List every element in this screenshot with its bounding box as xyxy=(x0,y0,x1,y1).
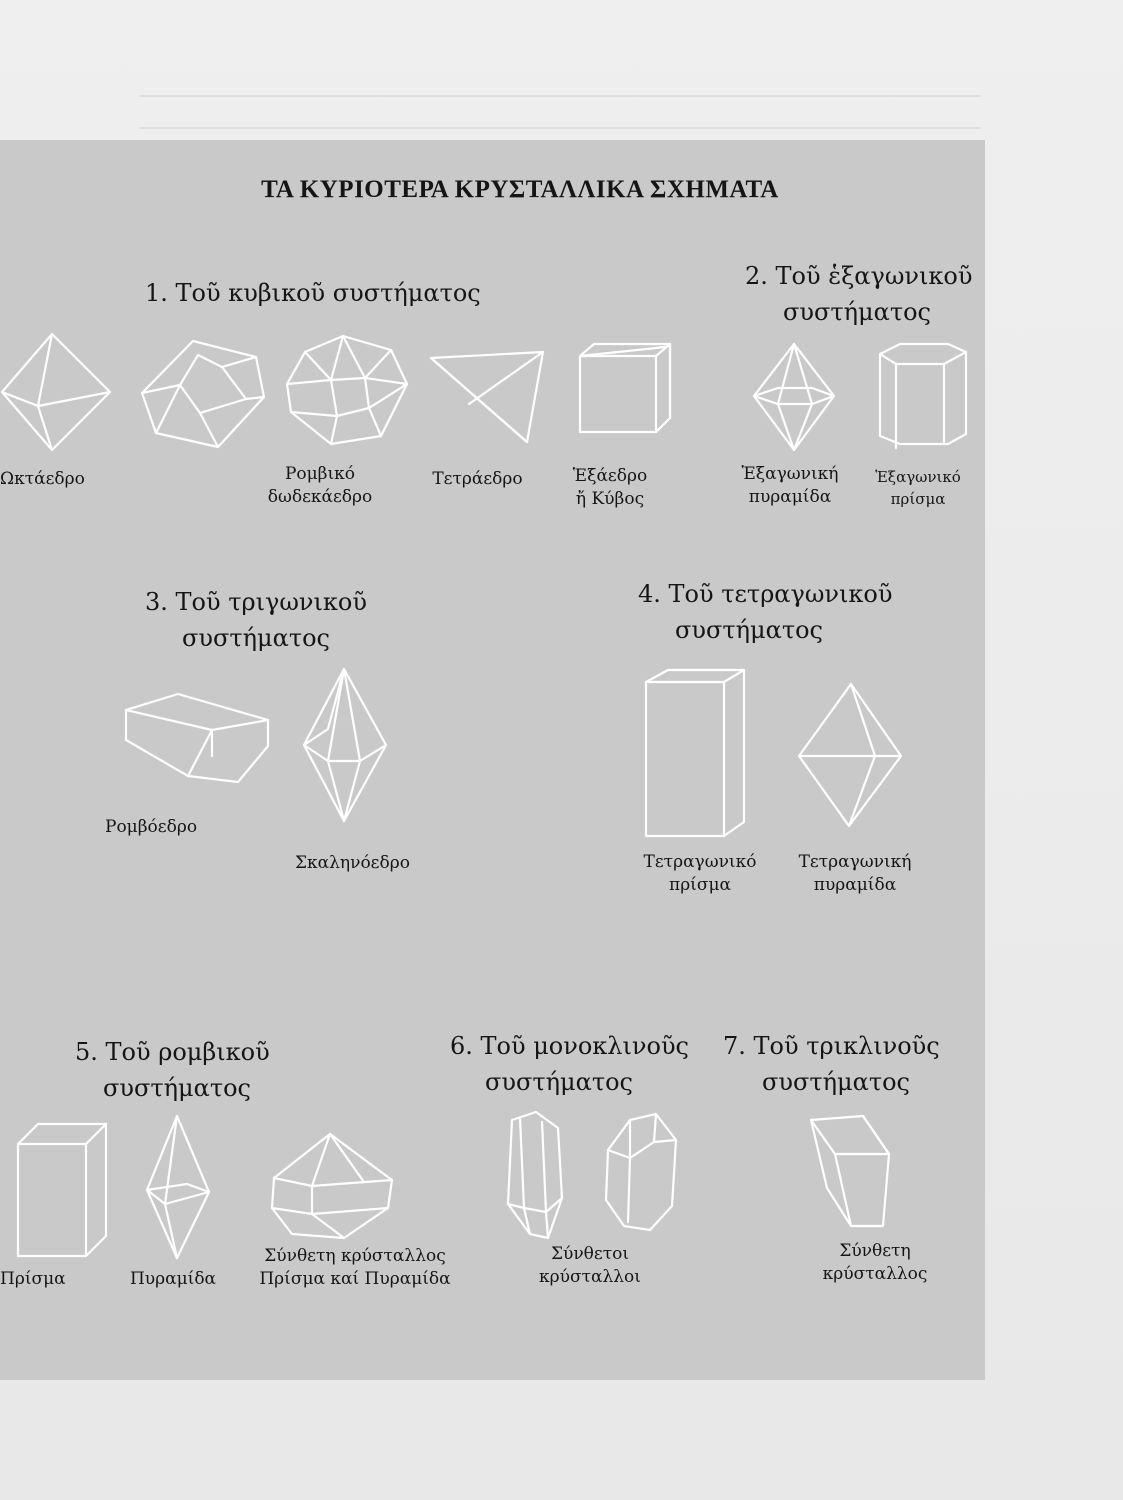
section-7-header-line1: 7. Τοῦ τρικλινοῦς xyxy=(723,1032,940,1060)
composite-crystals-mono-label-2: κρύσταλλοι xyxy=(539,1267,641,1287)
pyramid-label: Πυραμίδα xyxy=(129,1269,217,1289)
tetragonal-prism-icon xyxy=(640,666,750,841)
triclinic-crystal-icon xyxy=(805,1112,895,1232)
orthorhombic-prism-icon xyxy=(12,1120,112,1260)
tetragonal-pyramid-label-1: Τετραγωνική xyxy=(798,852,912,872)
section-4-header-line1: 4. Τοῦ τετραγωνικοῦ xyxy=(638,580,893,608)
tetrahedron-label: Τετράεδρο xyxy=(432,469,523,489)
scalenohedron-label: Σκαληνόεδρο xyxy=(295,853,410,873)
hexagonal-dipyramid-icon xyxy=(748,340,843,455)
hexagonal-prism-label-1: Ἑξαγωνικό xyxy=(875,468,961,486)
rhombic-dodecahedron-icon xyxy=(138,335,268,455)
tetragonal-pyramid-label-2: πυραμίδα xyxy=(813,875,897,895)
orthorhombic-pyramid-icon xyxy=(143,1112,213,1262)
tetragonal-dipyramid-icon xyxy=(795,680,905,830)
section-2-header-line1: 2. Τοῦ ἑξαγωνικοῦ xyxy=(745,262,973,290)
monoclinic-crystal-2-icon xyxy=(602,1110,682,1235)
section-6-header-line1: 6. Τοῦ μονοκλινοῦς xyxy=(450,1032,689,1060)
hexahedron-label-2: ἤ Κύβος xyxy=(575,489,645,509)
hexagonal-pyramid-label-1: Ἑξαγωνική xyxy=(741,464,839,484)
composite-crystal-rhombic-label-2: Πρίσμα καί Πυραμίδα xyxy=(259,1269,451,1289)
tetrahedron-icon xyxy=(425,348,550,448)
composite-crystal-rhombic-label-1: Σύνθετη κρύσταλλος xyxy=(264,1246,446,1266)
orthorhombic-composite-icon xyxy=(268,1130,400,1242)
tetragonal-prism-label-2: πρίσμα xyxy=(669,875,731,895)
hexahedron-label-1: Ἑξάεδρο xyxy=(572,466,648,486)
monoclinic-crystal-1-icon xyxy=(500,1108,570,1243)
octahedron-label: Ωκτάεδρο xyxy=(0,469,85,489)
hexagonal-prism-icon xyxy=(872,338,972,453)
rhombohedron-label: Ρομβόεδρο xyxy=(105,817,198,837)
hexagonal-pyramid-label-2: πυραμίδα xyxy=(748,487,832,507)
section-1-header: 1. Τοῦ κυβικοῦ συστήματος xyxy=(145,279,481,307)
composite-crystals-mono-label-1: Σύνθετοι xyxy=(550,1244,630,1264)
rhombic-dodecahedron-label-1: Ρομβικό xyxy=(284,464,356,484)
section-7-header-line2: συστήματος xyxy=(762,1068,910,1096)
scalenohedron-icon xyxy=(298,665,393,825)
composite-crystal-tri-label-2: κρύσταλλος xyxy=(822,1264,928,1284)
section-2-header-line2: συστήματος xyxy=(783,298,931,326)
section-3-header-line1: 3. Τοῦ τριγωνικοῦ xyxy=(145,588,367,616)
figure-title: ΤΑ ΚΥΡΙΟΤΕΡΑ ΚΡΥΣΤΑΛΛΙΚΑ ΣΧΗΜΑΤΑ xyxy=(261,176,779,203)
rhombic-dodecahedron-label-2: δωδεκάεδρο xyxy=(267,487,373,507)
composite-crystal-tri-label-1: Σύνθετη xyxy=(839,1241,911,1261)
section-4-header-line2: συστήματος xyxy=(675,616,823,644)
section-6-header-line2: συστήματος xyxy=(485,1068,633,1096)
cube-icon xyxy=(572,340,677,440)
section-3-header-line2: συστήματος xyxy=(182,624,330,652)
trapezohedron-icon xyxy=(283,332,413,450)
prism-label: Πρίσμα xyxy=(0,1269,66,1289)
tetragonal-prism-label-1: Τετραγωνικό xyxy=(643,852,757,872)
octahedron-icon xyxy=(0,330,115,455)
rhombohedron-icon xyxy=(118,690,278,790)
section-5-header-line1: 5. Τοῦ ρομβικοῦ xyxy=(75,1038,270,1066)
section-5-header-line2: συστήματος xyxy=(103,1074,251,1102)
hexagonal-prism-label-2: πρίσμα xyxy=(890,490,946,508)
